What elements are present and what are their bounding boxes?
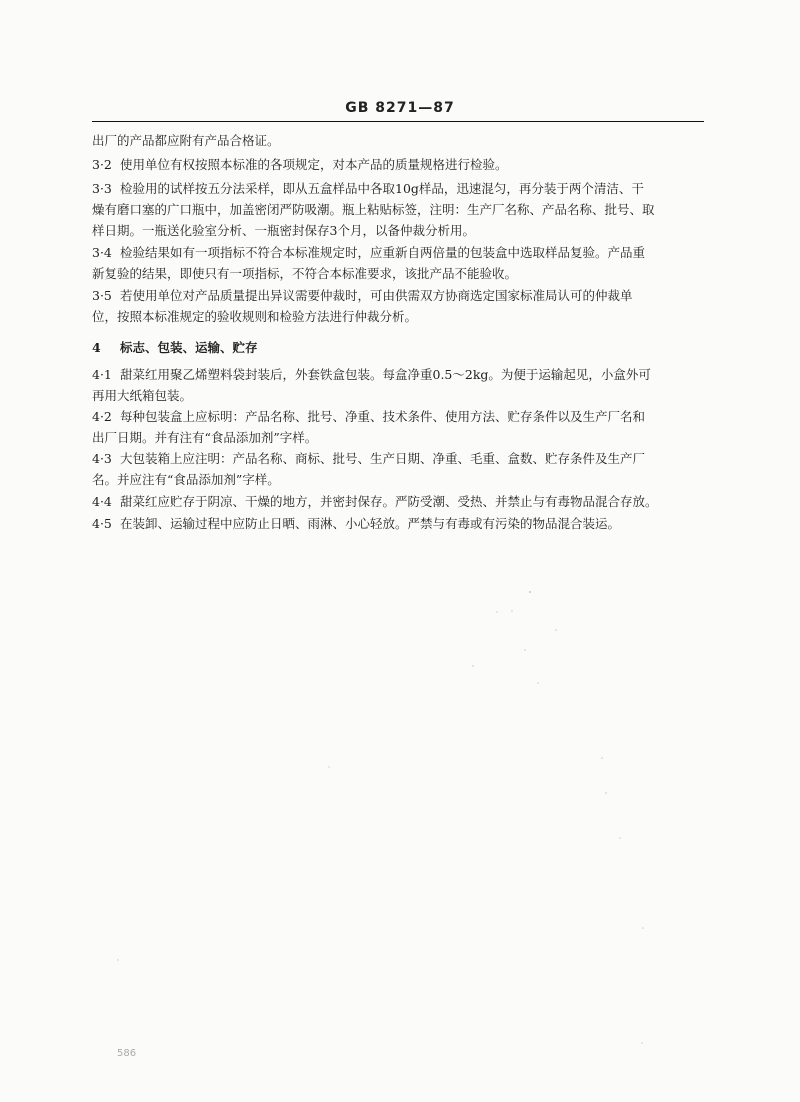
- clause-number: 3·4: [92, 245, 112, 260]
- clause-number: 4·2: [92, 409, 112, 424]
- clause-4-4: [92, 494, 704, 510]
- section-4-heading: [92, 340, 704, 356]
- clause-text: 甜菜红用聚乙烯塑料袋封装后，外套铁盒包装。每盒净重0.5～2kg。为便于运输起见，小盒外可: [120, 367, 651, 382]
- clause-3-3-cont-2: 样日期。一瓶送化验室分析、一瓶密封保存3个月，以备仲裁分析用。: [92, 223, 475, 238]
- clause-text: 检验结果如有一项指标不符合本标准规定时，应重新自两倍量的包装盒中选取样品复验。产品重: [120, 245, 646, 260]
- section-number: 4: [92, 340, 101, 355]
- clause-number: 4·1: [92, 367, 112, 382]
- clause-text: 使用单位有权按照本标准的各项规定，对本产品的质量规格进行检验。: [120, 157, 508, 172]
- page-number: 586: [117, 1048, 137, 1059]
- clause-text: 每种包装盒上应标明：产品名称、批号、净重、技术条件、使用方法、贮存条件以及生产厂名和: [120, 409, 646, 424]
- clause-4-5: [92, 516, 704, 532]
- clause-3-4-cont: 新复验的结果，即使只有一项指标，不符合本标准要求，该批产品不能验收。: [92, 266, 518, 281]
- section-title: 标志、包装、运输、贮存: [120, 340, 258, 355]
- clause-text: 甜菜红应贮存于阴凉、干燥的地方，并密封保存。严防受潮、受热、并禁止与有毒物品混合存放。: [120, 494, 658, 509]
- intro-line: 出厂的产品都应附有产品合格证。: [92, 133, 280, 148]
- clause-text: 检验用的试样按五分法采样，即从五盒样品中各取10g样品，迅速混匀，再分装于两个清洁、干: [120, 181, 644, 196]
- clause-text: 若使用单位对产品质量提出异议需要仲裁时，可由供需双方协商选定国家标准局认可的仲裁单: [120, 288, 633, 303]
- clause-4-3-cont: 名。并应注有“食品添加剂”字样。: [92, 472, 280, 487]
- clause-number: 3·2: [92, 157, 112, 172]
- clause-3-3: [92, 181, 704, 197]
- clause-3-2: [92, 157, 704, 173]
- clause-number: 4·3: [92, 451, 112, 466]
- clause-number: 3·3: [92, 181, 112, 196]
- header-rule: [92, 121, 704, 122]
- clause-text: 在装卸、运输过程中应防止日晒、雨淋、小心轻放。严禁与有毒或有污染的物品混合装运。: [120, 516, 621, 531]
- clause-number: 3·5: [92, 288, 112, 303]
- clause-4-1: [92, 367, 704, 383]
- clause-3-3-cont-1: 燥有磨口塞的广口瓶中，加盖密闭严防吸潮。瓶上粘贴标签，注明：生产厂名称、产品名称、批号、取: [92, 202, 655, 217]
- clause-4-3: [92, 451, 704, 467]
- clause-3-5: [92, 288, 704, 304]
- clause-text: 大包装箱上应注明：产品名称、商标、批号、生产日期、净重、毛重、盒数、贮存条件及生产厂: [120, 451, 646, 466]
- clause-3-5-cont: 位，按照本标准规定的验收规则和检验方法进行仲裁分析。: [92, 309, 418, 324]
- clause-3-4: [92, 245, 704, 261]
- clause-4-2-cont: 出厂日期。并有注有“食品添加剂”字样。: [92, 430, 318, 445]
- clause-number: 4·4: [92, 494, 112, 509]
- standard-code-header: GB 8271—87: [345, 100, 455, 116]
- clause-4-2: [92, 409, 704, 425]
- clause-number: 4·5: [92, 516, 112, 531]
- clause-4-1-cont: 再用大纸箱包装。: [92, 388, 193, 403]
